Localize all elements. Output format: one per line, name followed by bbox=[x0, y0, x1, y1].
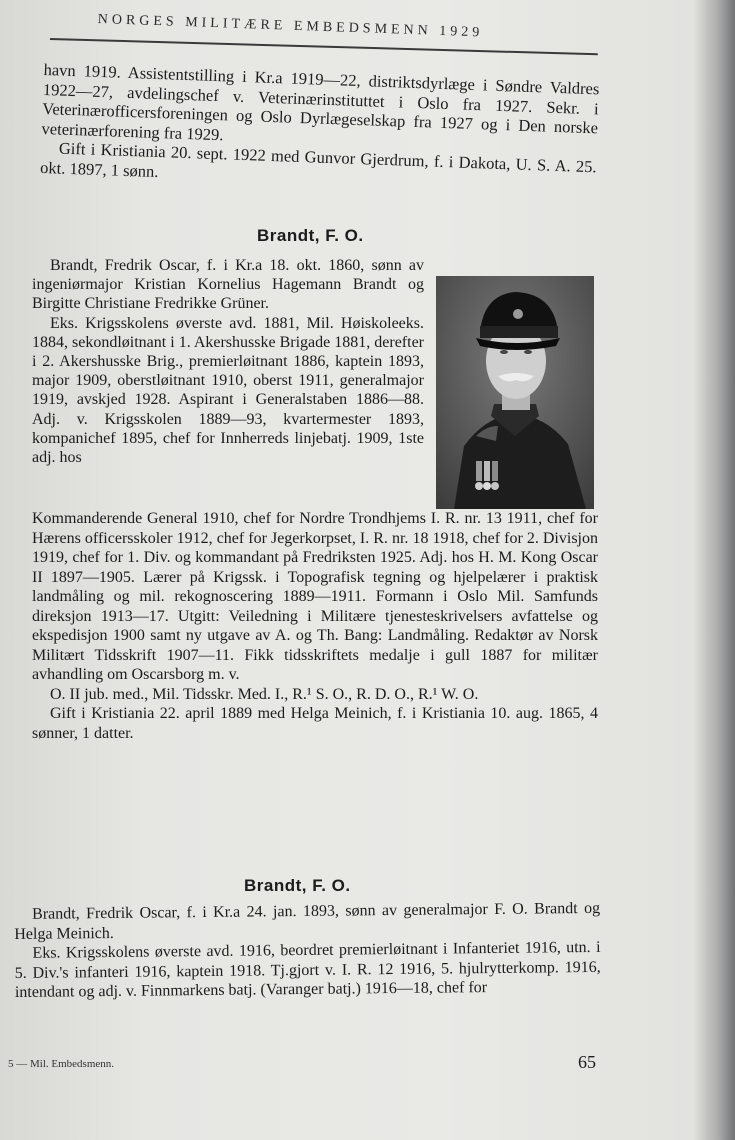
previous-entry-continuation bbox=[40, 60, 600, 196]
printer-signature: 5 — Mil. Embedsmenn. bbox=[8, 1058, 115, 1070]
career-paragraph-continued: Kommanderende General 1910, chef for Nordre Trondhjems I. R. nr. 13 1911, chef for Hærens officersskoler 1912, chef for Jegerkorpset, I. R. nr. 18 1918, chef for 2. Divisjon 1919, chef for 1. Div. og kommandant på Fredriksten 1925. Adj. hos H. M. Kong Oscar II 1897—1905. Lærer på Krigssk. i Topografisk tegning og hjelpelærer i praktisk landmåling og mil. rekognoscering 1889—1911. Formann i Oslo Mil. Samfunds direksjon 1913—17. Utgitt: Veiledning i Militære tjenesteskrivelsers avfattelse og ekspedisjon 1900 samt ny utgave av A. og Th. Bang: Landmåling. Redaktør av Norsk Militært Tidsskrift 1907—11. Fikk tidsskriftets medalje i gull 1887 for militær avhandling om Oscarsborg m. v. bbox=[32, 510, 598, 683]
entry-text-beside-portrait bbox=[32, 256, 424, 467]
page-number: 65 bbox=[578, 1052, 596, 1072]
entry-heading: Brandt, F. O. bbox=[257, 226, 364, 245]
birth-paragraph: Brandt, Fredrik Oscar, f. i Kr.a 24. jan. 1893, sønn av generalmajor F. O. Brandt og Helga Meinich. bbox=[14, 899, 601, 943]
birth-paragraph: Brandt, Fredrik Oscar, f. i Kr.a 18. okt. 1860, sønn av ingeniørmajor Kristian Kornelius Hagemann Brandt og Birgitte Christiane Fredrikke Grüner. bbox=[32, 257, 424, 313]
continuation-paragraph: havn 1919. Assistentstilling i Kr.a 1919—22, distriktsdyrlæge i Søndre Valdres 1922—27, avdelingschef v. Veterinærinstituttet i Oslo fra 1927. Sekr. i Veterinærofficersforeningen og Oslo Dyrlægeselskap fra 1927 og i Den norske veterinærforening fra 1929. bbox=[41, 60, 600, 144]
marriage-paragraph: Gift i Kristiania 22. april 1889 med Helga Meinich, f. i Kristiania 10. aug. 1865, 4 sønner, 1 datter. bbox=[32, 705, 598, 742]
running-head: NORGES MILITÆRE EMBEDSMENN 1929 bbox=[97, 12, 484, 41]
marriage-paragraph: Gift i Kristiania 20. sept. 1922 med Gunvor Gjerdrum, f. i Dakota, U. S. A. 25. okt. 1897, 1 sønn. bbox=[39, 138, 597, 181]
entry-heading: Brandt, F. O. bbox=[244, 876, 351, 895]
book-binding-shadow bbox=[693, 0, 735, 1140]
decorations-paragraph: O. II jub. med., Mil. Tidsskr. Med. I., R.¹ S. O., R. D. O., R.¹ W. O. bbox=[50, 685, 479, 703]
portrait-image bbox=[436, 276, 594, 509]
portrait-photo bbox=[436, 276, 594, 509]
career-paragraph: Eks. Krigsskolens øverste avd. 1916, beordret premierløitnant i Infanteriet 1916, utn. i 5. Div.'s infanteri 1916, kaptein 1918. Tj.gjort v. I. R. 12 1916, 5. hjulrytterkomp. 1916, intendant og adj. v. Finnmarkens batj. (Varanger batj.) 1916—18, chef for bbox=[14, 938, 601, 1001]
entry-text-full-width bbox=[32, 509, 598, 743]
career-paragraph-start: Eks. Krigsskolens øverste avd. 1881, Mil. Høiskoleeks. 1884, sekondløitnant i 1. Akershusske Brigade 1881, derefter i 2. Akershusske Brig., premierløitnant 1886, kaptein 1893, major 1909, oberstløitnant 1910, oberst 1911, generalmajor 1919, avskjed 1928. Aspirant i Generalstaben 1886—88. Adj. v. Krigsskolen 1889—93, kvartermester 1893, kompanichef 1895, chef for Innherreds linjebatj. 1909, 1ste adj. hos bbox=[32, 314, 424, 467]
second-entry-text bbox=[14, 899, 601, 1003]
